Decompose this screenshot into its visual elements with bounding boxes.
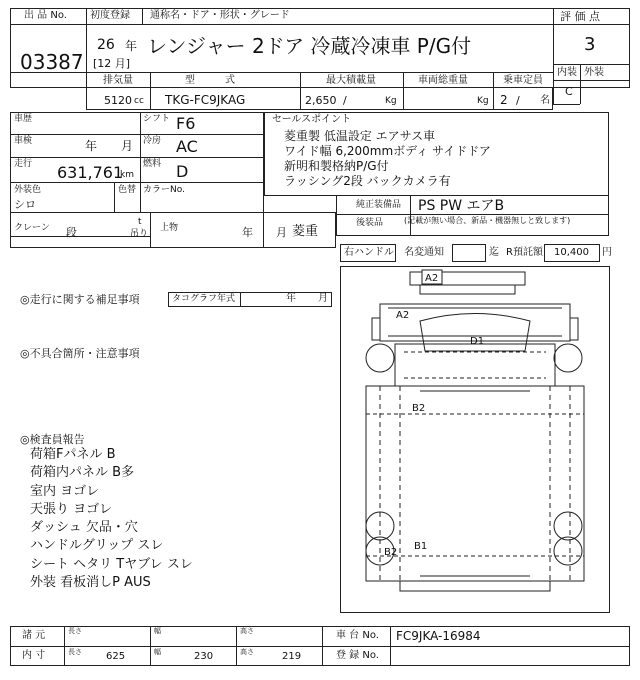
history-label: 車歴	[14, 114, 33, 124]
inspector-line: ハンドルグリップ スレ	[30, 538, 164, 554]
tachograph-month: 月	[318, 293, 328, 304]
cooling-label: 冷房	[143, 136, 162, 146]
diagram-wheel-fl	[366, 344, 394, 372]
max-load-unit: Kg	[385, 96, 397, 106]
gross-weight-unit: Kg	[477, 96, 489, 106]
max-load-label: 最大積載量	[326, 75, 376, 86]
lot-number: 03387	[20, 50, 84, 74]
inspection-year: 年	[85, 139, 98, 153]
interior-height: 219	[282, 651, 302, 662]
mark-b2-box: B2	[412, 403, 426, 414]
reg-year-unit: 年	[125, 39, 138, 53]
sales-point-line: 菱重製 低温設定 エアサス車	[284, 129, 436, 143]
sales-points-label: セールスポイント	[272, 114, 352, 125]
grade-label: 評 価 点	[560, 10, 600, 23]
width-label-2: 幅	[154, 648, 161, 656]
mileage-unit: km	[120, 170, 134, 180]
body-year: 年	[242, 226, 253, 239]
capacity-label: 乗車定員	[503, 75, 543, 86]
mark-a2-cab: A2	[396, 310, 410, 321]
lot-label: 出 品 No.	[24, 10, 67, 21]
cooling-value: AC	[176, 137, 198, 156]
color-label: 外装色	[14, 185, 42, 195]
inspector-report-list	[30, 448, 193, 594]
genuine-equipment-label: 純正装備品	[356, 200, 402, 210]
sales-point-line: 新明和製格納P/G付	[284, 159, 389, 173]
length-label: 長さ	[68, 627, 82, 635]
defects-title: ◎不具合箇所・注意事項	[20, 347, 140, 360]
chassis-label: 車 台 No.	[336, 630, 379, 641]
mileage-label: 走行	[14, 159, 33, 169]
interior-length: 625	[106, 651, 126, 662]
inspector-line: 外装 看板消しP AUS	[30, 575, 151, 591]
capacity-unit: 名	[540, 95, 550, 106]
displacement-label: 排気量	[103, 75, 133, 86]
genuine-equipment-value: PS PW エアB	[418, 198, 505, 214]
interior-dims-label: 内 寸	[22, 650, 46, 661]
color-change-label: 色替	[118, 185, 137, 195]
mark-d1: D1	[470, 336, 485, 347]
vehicle-title: レンジャー 2ドア 冷蔵冷凍車 P/G付	[147, 34, 472, 58]
first-reg-label: 初度登録	[90, 10, 130, 21]
height-label: 高さ	[240, 627, 254, 635]
mark-a2-top: A2	[425, 273, 439, 284]
color-value: シロ	[14, 198, 36, 211]
shift-label: シフト	[143, 114, 171, 124]
displacement-unit: cc	[134, 96, 144, 106]
inspector-line: シート ヘタリ Tヤブレ スレ	[30, 556, 193, 572]
body-maker: 菱重	[292, 224, 319, 239]
gross-weight-label: 車両総重量	[418, 75, 468, 86]
shift-value: F6	[176, 114, 196, 133]
height-label-2: 高さ	[240, 648, 254, 656]
dims-label: 諸 元	[22, 630, 46, 641]
chassis-number: FC9JKA-16984	[396, 629, 481, 643]
body-month: 月	[276, 226, 287, 239]
crane-ton: t	[138, 217, 142, 227]
max-load-value: 2,650	[305, 94, 337, 107]
name-label: 通称名・ドア・形状・グレード	[150, 10, 290, 21]
registration-label: 登 録 No.	[336, 650, 379, 661]
crane-stage: 段	[66, 226, 77, 239]
inspector-line: 室内 ヨゴレ	[30, 483, 100, 499]
color-number-label: カラーNo.	[143, 185, 185, 195]
sales-point-line: ワイド幅 6,200mmボディ サイドドア	[284, 144, 491, 158]
recycle-unit: 円	[602, 247, 612, 258]
truck-diagram	[340, 266, 610, 613]
recycle-value: 10,400	[554, 247, 589, 258]
max-load-slash: /	[343, 94, 347, 107]
inspector-line: ダッシュ 欠品・穴	[30, 520, 138, 536]
crane-label: クレーン	[14, 223, 50, 233]
mark-b1: B1	[414, 541, 428, 552]
name-change-suffix: 迄	[489, 247, 499, 258]
tachograph-year: 年	[286, 293, 296, 304]
aftermarket-label: 後装品	[356, 218, 384, 228]
diagram-cargo-box	[366, 386, 584, 581]
name-change-label: 名変通知	[404, 247, 444, 258]
inspector-line: 荷箱Fパネル B	[30, 447, 116, 462]
mileage-value: 631,761	[57, 163, 124, 182]
capacity-value: 2	[500, 93, 508, 107]
reg-year: 26	[97, 37, 115, 53]
grade-value: 3	[584, 34, 596, 55]
supplement-title: ◎走行に関する補足事項	[20, 293, 140, 306]
model-value: TKG-FC9JKAG	[165, 93, 246, 107]
inspector-line: 天張り ヨゴレ	[30, 501, 113, 517]
interior-label: 内装	[557, 67, 577, 78]
sales-points-list	[284, 130, 491, 190]
crane-lift: 吊り	[130, 229, 149, 239]
displacement-value: 5120	[104, 94, 132, 107]
inspection-label: 車検	[14, 136, 33, 146]
diagram-wheel-rr	[554, 512, 582, 540]
exterior-label: 外装	[584, 67, 604, 78]
model-label: 型 式	[185, 75, 235, 86]
diagram-wheel-fr	[554, 344, 582, 372]
fuel-value: D	[176, 162, 189, 181]
inspection-month: 月	[121, 139, 134, 153]
body-label: 上物	[160, 223, 179, 233]
rhd-label: 右ハンドル	[344, 247, 394, 258]
name-change-box	[452, 244, 486, 262]
sales-point-line: ラッシング2段 バックカメラ有	[284, 174, 451, 188]
inspector-title: ◎検査員報告	[20, 433, 85, 446]
aftermarket-note: (記載が無い場合、新品・機器無しと致します)	[404, 216, 571, 225]
interior-grade: C	[565, 85, 573, 98]
inspector-line: 荷箱内パネル B多	[30, 465, 135, 481]
width-label: 幅	[154, 627, 161, 635]
length-label-2: 長さ	[68, 648, 82, 656]
mark-b2-rear: B2	[384, 547, 398, 558]
fuel-label: 燃料	[143, 159, 162, 169]
tachograph-label: タコグラフ年式	[172, 294, 236, 304]
recycle-label: R預託額	[506, 247, 543, 258]
capacity-slash: /	[516, 94, 520, 107]
interior-width: 230	[194, 651, 214, 662]
reg-month: [12 月]	[93, 57, 131, 70]
